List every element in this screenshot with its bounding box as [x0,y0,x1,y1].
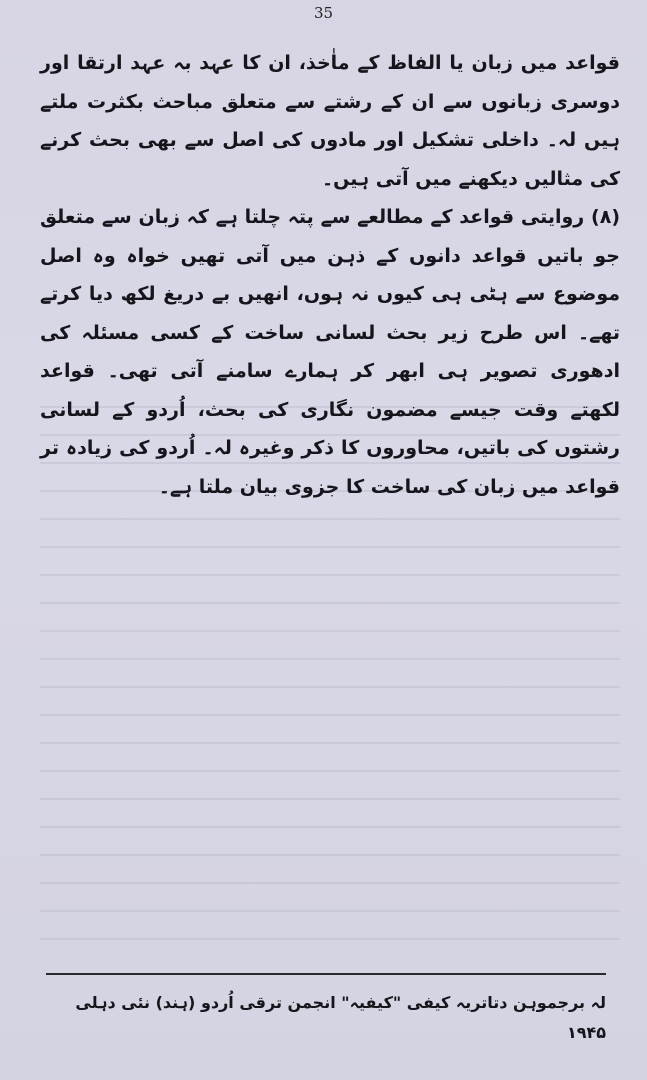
main-text [40,44,620,506]
page-number: 35 [313,4,334,22]
footnote: لہ برجموہن دتاتریہ کیفی "کیفیہ" انجمن ترقی اُردو (ہند) نئی دہلی ۱۹۴۵ [75,993,606,1042]
footnote-divider [46,973,606,975]
paragraph-1: قواعد میں زبان یا الفاظ کے ماٰخذ، ان کا عہد بہ عہد ارتقا اور دوسری زبانوں سے ان کے رشتے سے متعلق مباحث بکثرت ملتے ہیں لہ۔ داخلی تشکیل اور مادوں کی اصل سے بھی بحث کرنے کی مثالیں دیکھنے میں آتی ہیں۔ [40,52,620,190]
paragraph-2: (۸) روایتی قواعد کے مطالعے سے پتہ چلتا ہے کہ زبان سے متعلق جو باتیں قواعد دانوں کے ذہن میں آتی تھیں خواہ وہ اصل موضوع سے ہٹی ہی کیوں نہ ہوں، انھیں بے دریغ لکھ دیا کرتے تھے۔ اس طرح زیر بحث لسانی ساخت کے کسی مسئلہ کی ادھوری تصویر ہی ابھر کر ہمارے سامنے آتی تھی۔ قواعد لکھتے وقت جیسے مضمون نگاری کی بحث، اُردو کے لسانی رشتوں کی باتیں، محاوروں کا ذکر وغیرہ لہ۔ اُردو کی زیادہ تر قواعد میں زبان کی ساخت کا جزوی بیان ملتا ہے۔ [40,206,620,498]
